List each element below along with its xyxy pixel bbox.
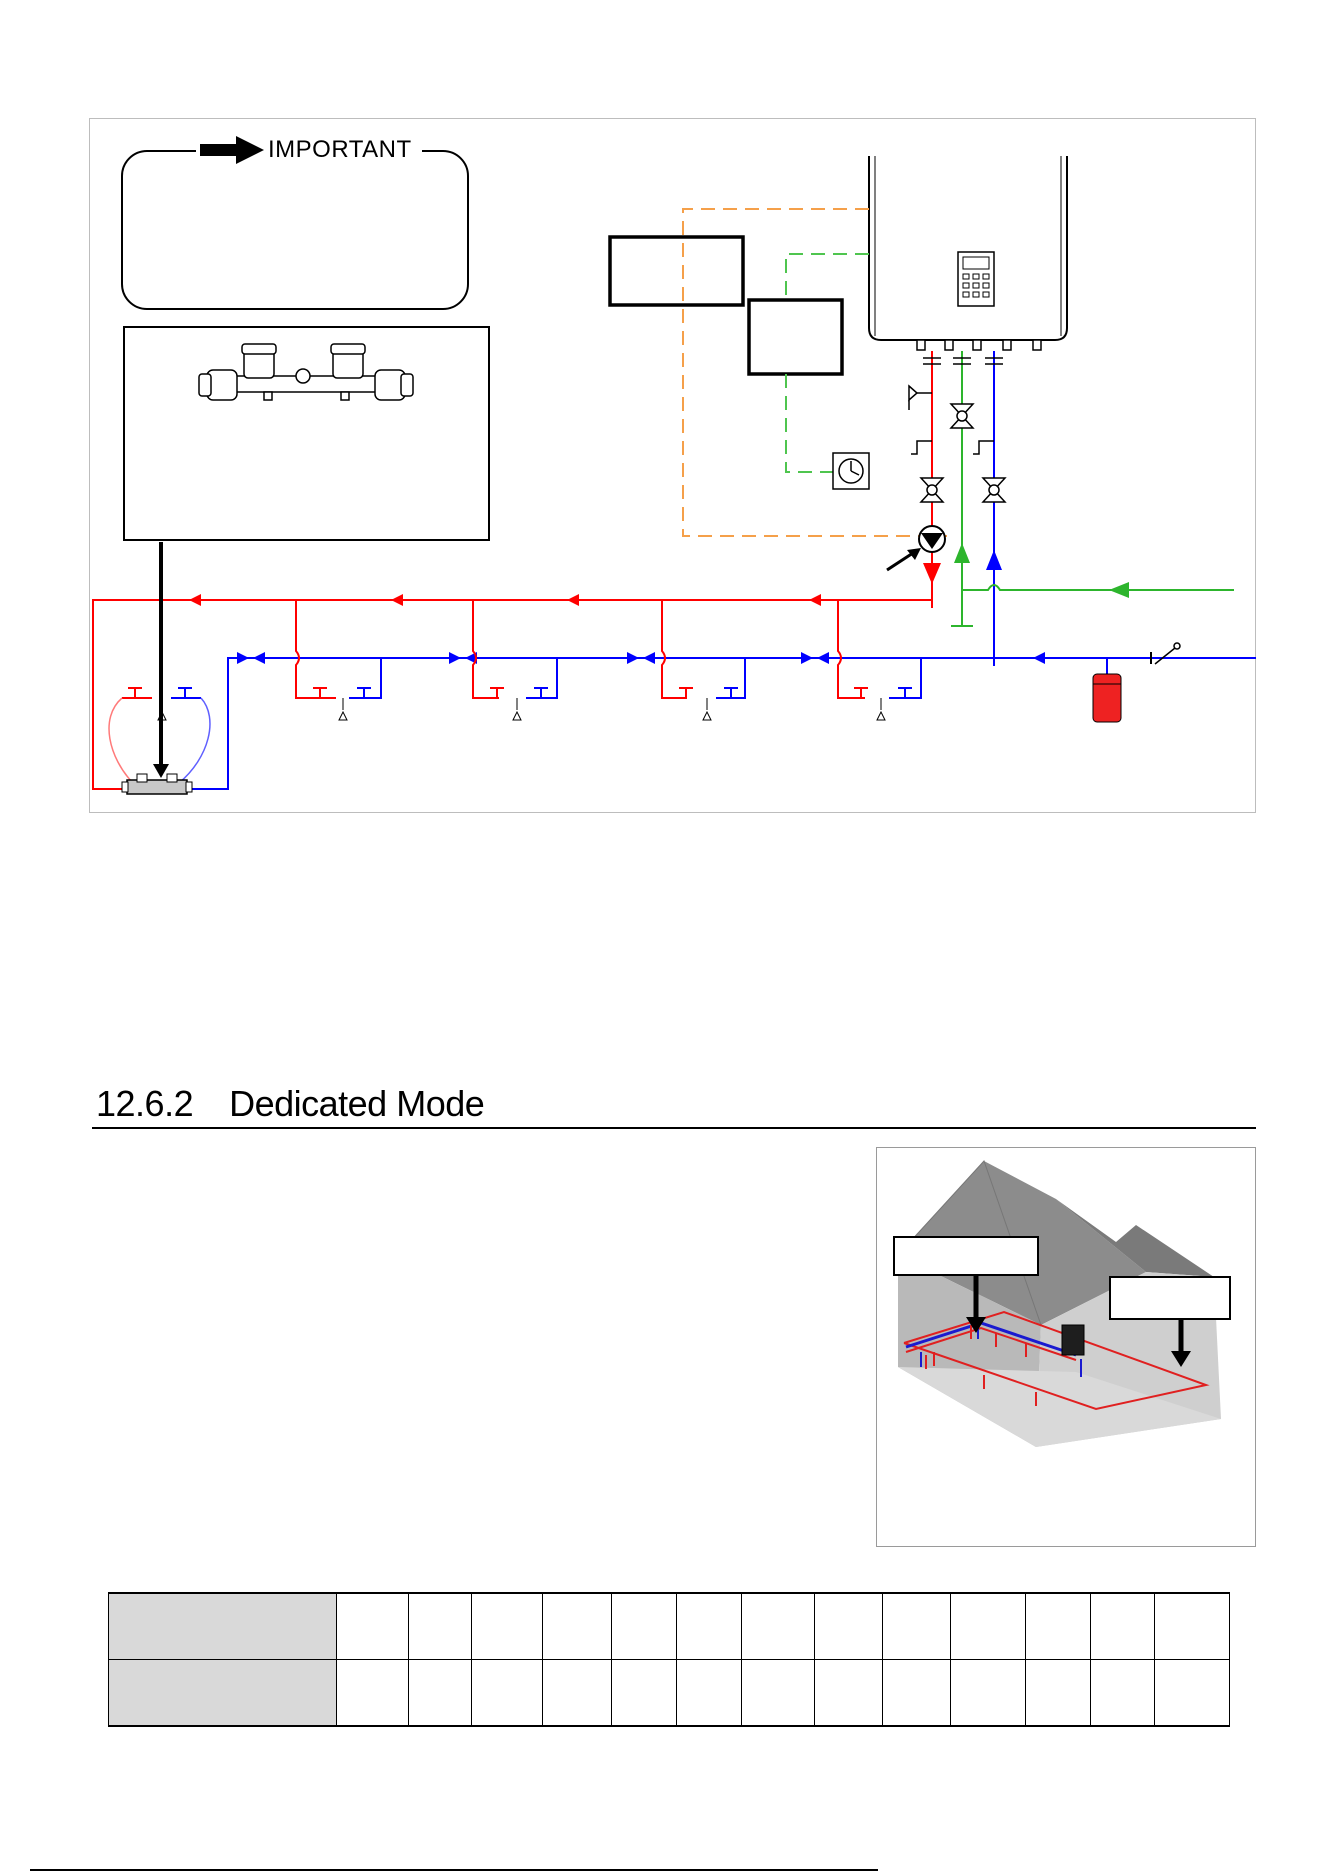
table-cell [1091, 1660, 1155, 1727]
heading-rule [92, 1127, 1256, 1129]
section-title: Dedicated Mode [229, 1083, 485, 1124]
zone-branch-2 [473, 600, 557, 720]
table-cell [742, 1660, 815, 1727]
table-cell [1155, 1660, 1230, 1727]
check-valve-icon [1151, 643, 1180, 664]
table-cell [677, 1660, 742, 1727]
table-cell [815, 1660, 883, 1727]
table-cell [742, 1593, 815, 1660]
table-row [109, 1593, 1230, 1660]
safety-valve-icon [909, 386, 932, 410]
boiler-icon [869, 156, 1067, 350]
timer-icon [833, 453, 869, 489]
table-cell [951, 1660, 1026, 1727]
table-cell [1155, 1593, 1230, 1660]
important-heading [196, 136, 422, 164]
section-number: 12.6.2 [96, 1083, 194, 1124]
arrow-right-icon [200, 136, 264, 164]
boiler-icon [1062, 1325, 1084, 1355]
section-heading [96, 1083, 484, 1125]
table-cell [337, 1660, 409, 1727]
table-cell [612, 1660, 677, 1727]
table-cell [409, 1593, 472, 1660]
footer-rule [30, 1869, 878, 1871]
table-cell [883, 1593, 951, 1660]
hydraulic-separator-icon [122, 774, 192, 794]
table-cell [472, 1660, 543, 1727]
table-cell [472, 1593, 543, 1660]
house-illustration [876, 1147, 1256, 1547]
table-cell [815, 1593, 883, 1660]
table-cell [543, 1593, 612, 1660]
valve-icon [921, 478, 943, 502]
table-cell [1026, 1660, 1091, 1727]
table-cell [1091, 1593, 1155, 1660]
pump-icon [919, 526, 945, 552]
control-wire-green [786, 254, 869, 300]
table-cell [337, 1593, 409, 1660]
important-label: IMPORTANT [268, 136, 412, 163]
zone-branch-4 [838, 600, 921, 720]
table-cell [543, 1660, 612, 1727]
table-row [109, 1660, 1230, 1727]
important-note-box [121, 150, 469, 310]
table-cell [883, 1660, 951, 1727]
expansion-tank-icon [1093, 658, 1121, 722]
valve-icon [983, 478, 1005, 502]
table-cell [1026, 1593, 1091, 1660]
manifold-note-box [123, 326, 490, 541]
table-header-cell [109, 1660, 337, 1727]
zone-branch-3 [662, 600, 745, 720]
valve-icon [951, 404, 973, 428]
controller-box-2 [749, 300, 842, 374]
table-cell [677, 1593, 742, 1660]
table-cell [612, 1593, 677, 1660]
callout-box-right [1110, 1277, 1230, 1319]
table-header-cell [109, 1593, 337, 1660]
controller-box-1 [610, 237, 743, 305]
callout-box-left [894, 1237, 1038, 1275]
table-cell [951, 1593, 1026, 1660]
zone-branch-1 [296, 600, 381, 720]
table-cell [409, 1660, 472, 1727]
spec-table [108, 1592, 1230, 1727]
